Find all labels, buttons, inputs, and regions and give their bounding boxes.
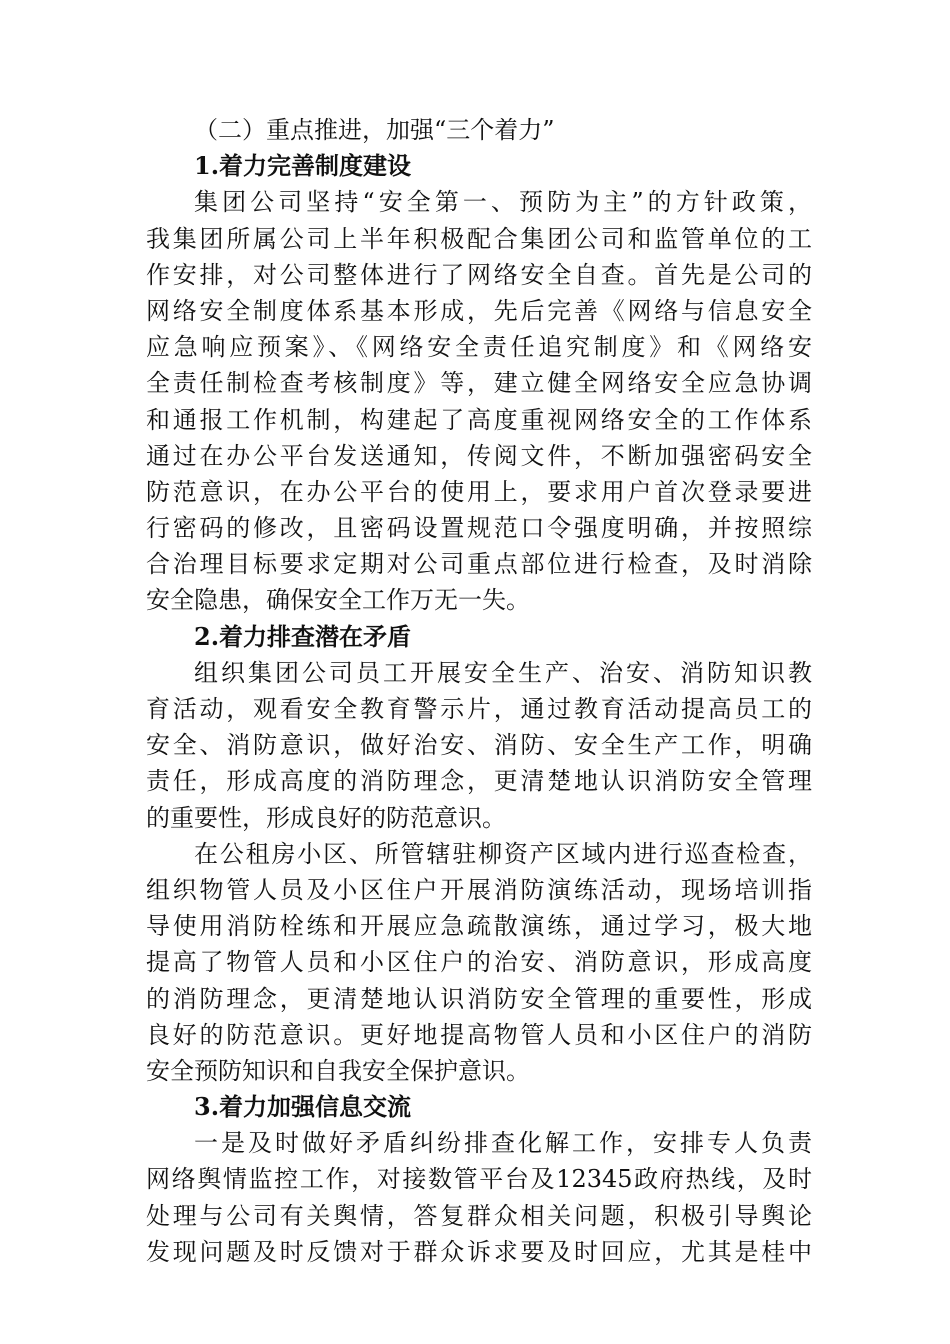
paragraph-line: 我集团所属公司上半年积极配合集团公司和监管单位的工	[146, 224, 812, 253]
paragraph-line: 导使用消防栓练和开展应急疏散演练，通过学习，极大地	[146, 912, 812, 941]
subsection-heading-3: 3.着力加强信息交流	[194, 1092, 412, 1122]
paragraph-line: 组织集团公司员工开展安全生产、治安、消防知识教	[194, 658, 812, 687]
subsection-heading-2: 2.着力排查潜在矛盾	[194, 621, 412, 651]
paragraph-line: 和通报工作机制，构建起了高度重视网络安全的工作体系	[146, 405, 812, 434]
paragraph-line: 的重要性，形成良好的防范意识。	[146, 803, 506, 832]
subsection-heading-1: 1.着力完善制度建设	[194, 151, 412, 181]
paragraph-line: 全责任制检查考核制度》等，建立健全网络安全应急协调	[146, 369, 812, 398]
section-title: （二）重点推进，加强“三个着力”	[194, 116, 555, 144]
paragraph-line: 责任，形成高度的消防理念，更清楚地认识消防安全管理	[146, 767, 812, 796]
paragraph-line: 通过在办公平台发送通知，传阅文件，不断加强密码安全	[146, 441, 812, 470]
paragraph-line: 网络舆情监控工作，对接数管平台及12345政府热线，及时	[146, 1165, 812, 1194]
paragraph-line: 安全预防知识和自我安全保护意识。	[146, 1056, 530, 1085]
paragraph-line: 安全隐患，确保安全工作万无一失。	[146, 586, 530, 615]
paragraph-line: 育活动，观看安全教育警示片，通过教育活动提高员工的	[146, 695, 812, 723]
paragraph-line: 提高了物管人员和小区住户的治安、消防意识，形成高度	[146, 948, 812, 977]
paragraph-line: 在公租房小区、所管辖驻柳资产区域内进行巡查检查，	[194, 839, 812, 868]
paragraph-line: 网络安全制度体系基本形成，先后完善《网络与信息安全	[146, 296, 812, 325]
paragraph-line: 发现问题及时反馈对于群众诉求要及时回应，尤其是桂中	[146, 1237, 812, 1266]
paragraph-line: 作安排，对公司整体进行了网络安全自查。首先是公司的	[146, 260, 812, 289]
paragraph-line: 防范意识，在办公平台的使用上，要求用户首次登录要进	[146, 477, 812, 506]
document-body	[146, 112, 812, 1270]
paragraph-line: 合治理目标要求定期对公司重点部位进行检查，及时消除	[146, 550, 812, 579]
paragraph-line: 的消防理念，更清楚地认识消防安全管理的重要性，形成	[146, 984, 812, 1013]
paragraph-line: 安全、消防意识，做好治安、消防、安全生产工作，明确	[146, 731, 812, 760]
paragraph-line: 集团公司坚持“安全第一、预防为主”的方针政策，	[194, 188, 812, 217]
paragraph-line: 一是及时做好矛盾纠纷排查化解工作，安排专人负责	[194, 1129, 812, 1158]
paragraph-line: 行密码的修改，且密码设置规范口令强度明确，并按照综	[146, 514, 812, 543]
paragraph-line: 处理与公司有关舆情，答复群众相关问题，积极引导舆论	[146, 1201, 812, 1230]
paragraph-line: 应急响应预案》、《网络安全责任追究制度》和《网络安	[146, 333, 812, 362]
paragraph-line: 组织物管人员及小区住户开展消防演练活动，现场培训指	[146, 875, 812, 904]
paragraph-line: 良好的防范意识。更好地提高物管人员和小区住户的消防	[146, 1020, 812, 1049]
